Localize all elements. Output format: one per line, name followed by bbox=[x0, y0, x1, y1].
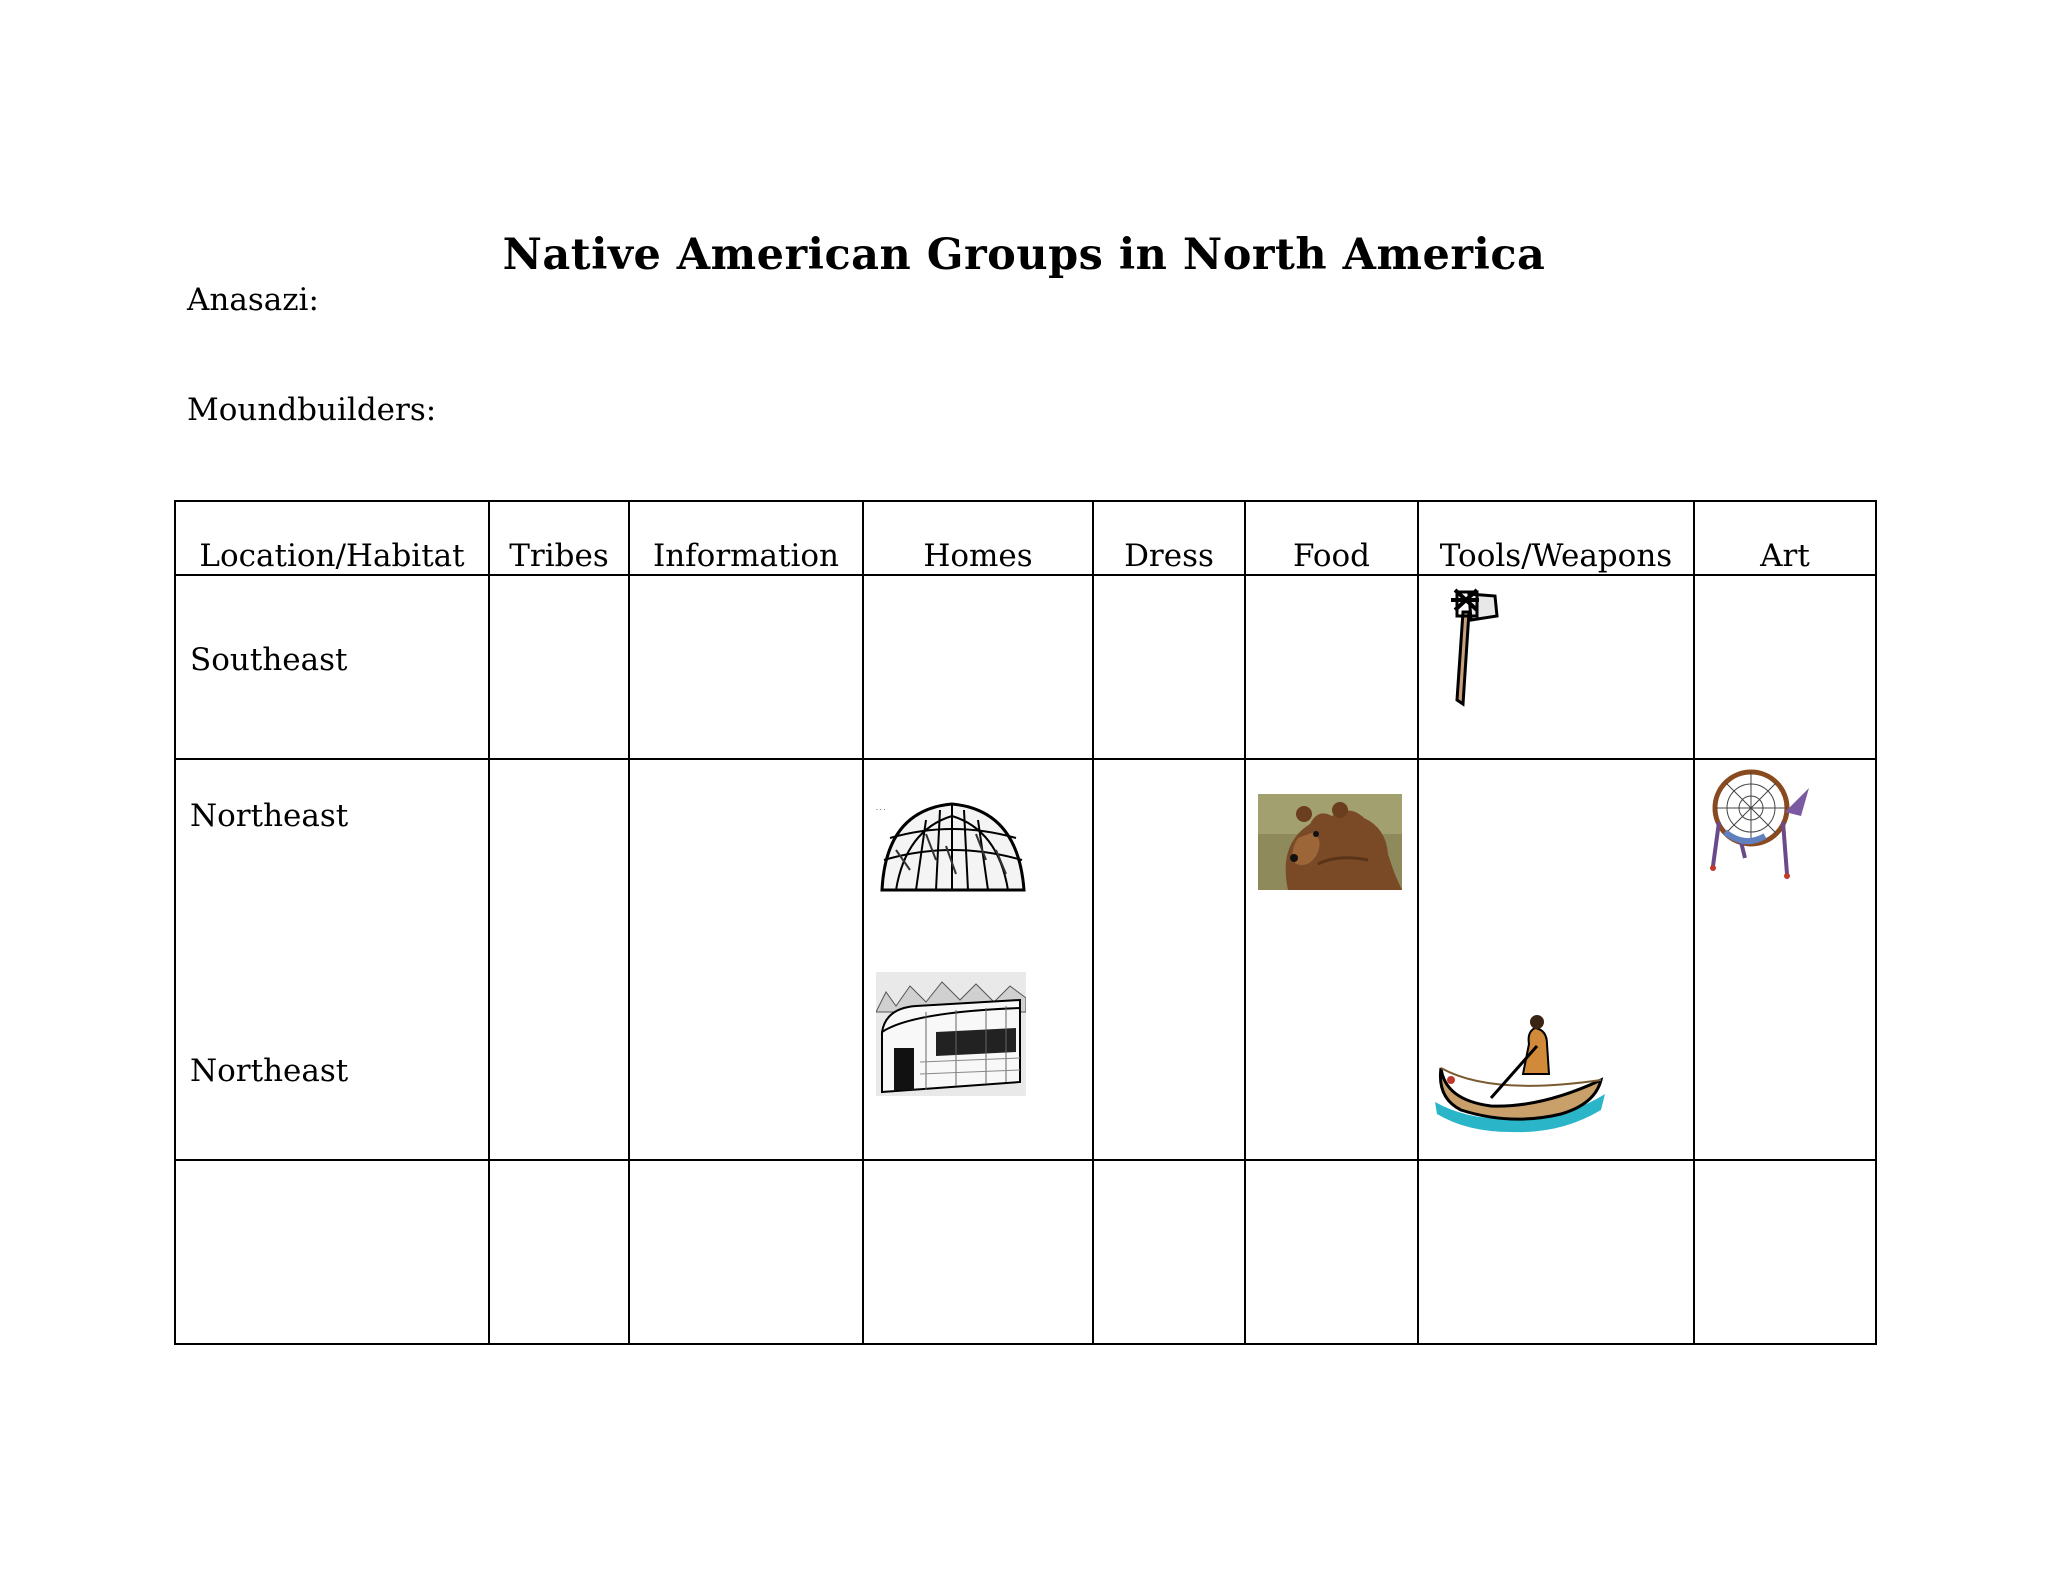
svg-text:· · ·: · · · bbox=[876, 807, 886, 814]
cell-dress bbox=[1093, 1160, 1245, 1344]
cell-food bbox=[1245, 575, 1418, 759]
cell-homes bbox=[863, 759, 1093, 1160]
cell-tools bbox=[1418, 759, 1694, 1160]
cell-food bbox=[1245, 1160, 1418, 1344]
cell-dress bbox=[1093, 759, 1245, 1160]
cell-art bbox=[1694, 1160, 1876, 1344]
cell-location bbox=[175, 759, 489, 1160]
wigwam-drawing bbox=[876, 790, 1028, 896]
cell-food bbox=[1245, 759, 1418, 1160]
header-art: Art bbox=[1694, 501, 1876, 575]
cell-tribes bbox=[489, 575, 629, 759]
cell-information bbox=[629, 759, 863, 1160]
location-southeast: Southeast bbox=[190, 642, 348, 678]
page-title: Native American Groups in North America bbox=[502, 230, 1546, 280]
cell-tribes bbox=[489, 759, 629, 1160]
header-dress: Dress bbox=[1093, 501, 1245, 575]
cell-tools bbox=[1418, 575, 1694, 759]
location-northeast-second: Northeast bbox=[190, 1053, 349, 1089]
longhouse-drawing bbox=[876, 972, 1026, 1096]
location-northeast: Northeast bbox=[190, 798, 349, 834]
table-row bbox=[175, 1160, 1876, 1344]
header-tribes: Tribes bbox=[489, 501, 629, 575]
header-tools-weapons: Tools/Weapons bbox=[1418, 501, 1694, 575]
table-row bbox=[175, 575, 1876, 759]
table-row bbox=[175, 759, 1876, 1160]
header-homes: Homes bbox=[863, 501, 1093, 575]
header-location: Location/Habitat bbox=[175, 501, 489, 575]
cell-information bbox=[629, 575, 863, 759]
cell-information bbox=[629, 1160, 863, 1344]
cell-tribes bbox=[489, 1160, 629, 1344]
cell-location bbox=[175, 1160, 489, 1344]
native-groups-table bbox=[174, 500, 1877, 1345]
cell-homes bbox=[863, 1160, 1093, 1344]
cell-homes bbox=[863, 575, 1093, 759]
dreamcatcher-icon bbox=[1705, 762, 1815, 882]
cell-tools bbox=[1418, 1160, 1694, 1344]
cell-art bbox=[1694, 575, 1876, 759]
canoe-icon bbox=[1431, 1010, 1607, 1138]
cell-dress bbox=[1093, 575, 1245, 759]
anasazi-label: Anasazi: bbox=[187, 282, 319, 318]
tomahawk-icon bbox=[1433, 582, 1503, 712]
cell-location bbox=[175, 575, 489, 759]
header-food: Food bbox=[1245, 501, 1418, 575]
header-information: Information bbox=[629, 501, 863, 575]
table-header-row bbox=[175, 501, 1876, 575]
moundbuilders-label: Moundbuilders: bbox=[187, 392, 437, 428]
bear-photo bbox=[1258, 794, 1402, 890]
cell-art bbox=[1694, 759, 1876, 1160]
